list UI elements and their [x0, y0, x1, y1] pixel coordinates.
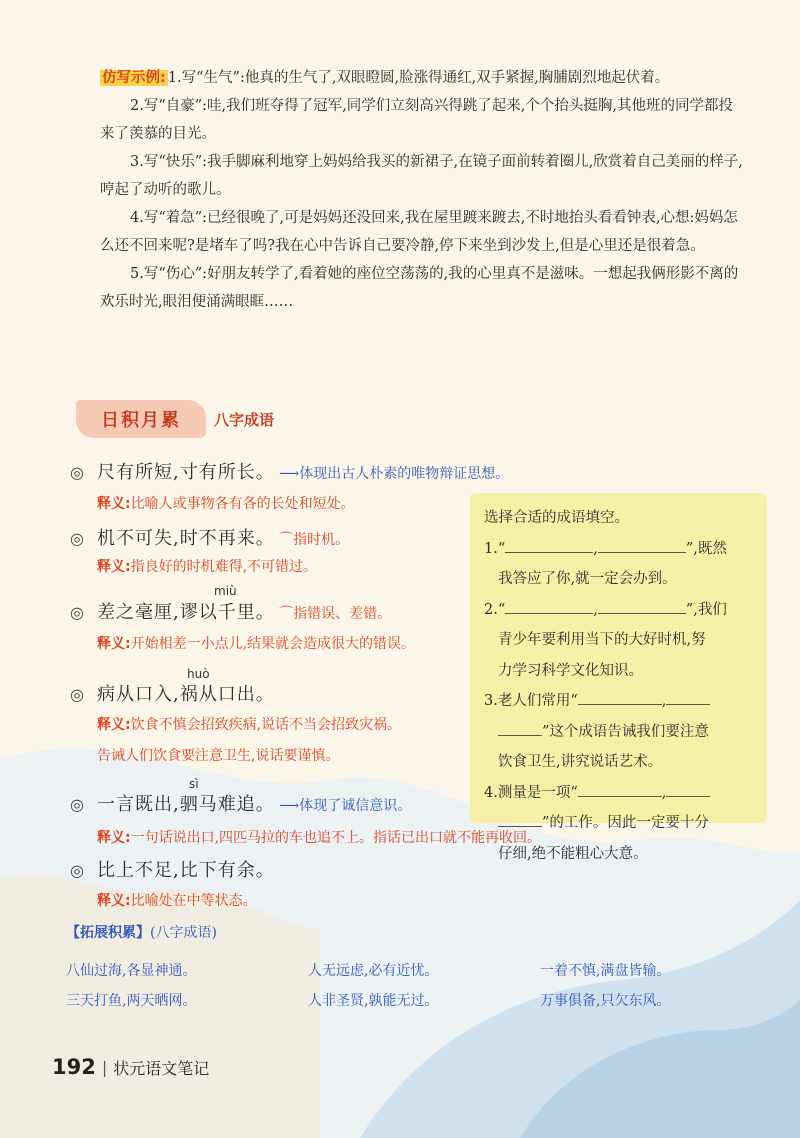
exercise-title: 选择合适的成语填空。	[484, 510, 629, 526]
footer-separator: |	[101, 1057, 108, 1077]
answer-blank[interactable]	[505, 597, 593, 614]
extension-item: 万事俱备,只欠东风。	[540, 993, 671, 1009]
example-2: 2.写“自豪”:哇,我们班夺得了冠军,同学们立刻高兴得跳了起来,个个抬头挺胸,其他班的同学都投来了羡慕的目光。	[100, 98, 733, 142]
idiom-text: 一言既出,驷马难追。	[96, 794, 275, 815]
idiom-note: ⌒指错误、差错。	[274, 606, 392, 622]
idiom-text: 尺有所短,寸有所长。	[96, 462, 275, 483]
exercise-q3-cont: ”这个成语告诫我们要注意	[484, 717, 753, 748]
extension-item: 三天打鱼,两天晒网。	[66, 993, 197, 1009]
idiom-4-explain: 释义:饮食不慎会招致疾病,说话不当会招致灾祸。	[97, 717, 402, 733]
exercise-q4-cont: ”的工作。因此一定要十分	[484, 808, 753, 839]
example-4: 4.写“着急”:已经很晚了,可是妈妈还没回来,我在屋里踱来踱去,不时地抬头看看钟表,心想:妈妈怎么还不回来呢?是堵车了吗?我在心中告诉自己要冷静,停下来坐到沙发上,但是心里还是很着急。	[100, 210, 738, 254]
idiom-text: 差之毫厘,谬以千里。	[96, 602, 275, 623]
extension-item: 八仙过海,各显神通。	[66, 963, 197, 979]
exercise-q3: 3.老人们常用“ ,	[484, 686, 753, 717]
exercise-q4: 4.测量是一项“ ,	[484, 778, 753, 809]
idiom-5-explain: 释义:一句话说出口,四匹马拉的车也追不上。指话已出口就不能再收回。	[97, 830, 542, 846]
idiom-note: ⌒指时机。	[274, 532, 350, 548]
exercise-panel	[470, 493, 767, 862]
answer-blank[interactable]	[578, 688, 662, 705]
exercise-q1-cont: 我答应了你,就一定会办到。	[498, 571, 677, 587]
exercise-q2-cont2: 力学习科学文化知识。	[498, 662, 643, 679]
idiom-6-explain: 释义:比喻处在中等状态。	[97, 893, 257, 909]
idiom-3	[70, 598, 391, 624]
bullet-icon: ◎	[70, 861, 85, 880]
book-title: 状元语文笔记	[113, 1058, 210, 1078]
exercise-q2-cont: 青少年要利用当下的大好时机,努	[498, 632, 706, 648]
exercise-q3-cont2: 饮食卫生,讲究说话艺术。	[498, 754, 663, 770]
answer-blank[interactable]	[598, 536, 686, 553]
pinyin-huo: huò	[187, 667, 210, 681]
section-subtitle: 八字成语	[214, 411, 275, 429]
answer-blank[interactable]	[666, 780, 710, 797]
answer-blank[interactable]	[598, 597, 686, 614]
idiom-6	[70, 856, 275, 882]
extension-title: 【拓展积累】(八字成语)	[66, 925, 217, 941]
exercise-q1: 1.“ , ”,既然	[484, 534, 753, 565]
example-3: 3.写“快乐”:我手脚麻利地穿上妈妈给我买的新裙子,在镜子面前转着圈儿,欣赏着自己美丽的样子,哼起了动听的歌儿。	[100, 154, 743, 198]
extension-item: 人非圣贤,孰能无过。	[308, 993, 439, 1009]
idiom-text: 比上不足,比下有余。	[96, 860, 275, 881]
example-5: 5.写“伤心”:好朋友转学了,看着她的座位空荡荡的,我的心里真不是滋味。一想起我俩形影不离的欢乐时光,眼泪便涌满眼眶……	[100, 266, 739, 310]
answer-blank[interactable]	[505, 536, 593, 553]
extension-item: 人无远虑,必有近忧。	[308, 963, 439, 979]
idiom-1-explain: 释义:比喻人或事物各有各的长处和短处。	[97, 496, 355, 512]
idiom-3-explain: 释义:开始相差一小点儿,结果就会造成很大的错误。	[97, 636, 416, 652]
page-number: 192	[52, 1055, 96, 1079]
section-tag: 日积月累	[76, 400, 206, 438]
examples-block	[100, 64, 745, 316]
bullet-icon: ◎	[70, 463, 85, 482]
examples-label: 仿写示例:	[102, 70, 166, 86]
idiom-4-explain-2: 告诫人们饮食要注意卫生,说话要谨慎。	[97, 748, 340, 764]
bullet-icon: ◎	[70, 795, 85, 814]
idiom-1	[70, 458, 509, 484]
exercise-q4-cont2: 仔细,绝不能粗心大意。	[498, 845, 648, 862]
answer-blank[interactable]	[498, 810, 542, 827]
example-1: 仿写示例: 1.写“生气”:他真的生气了,双眼瞪圆,脸涨得通红,双手紧握,胸脯剧烈地起伏着。	[102, 70, 670, 86]
idiom-4	[70, 680, 275, 706]
idiom-text: 病从口入,祸从口出。	[96, 684, 275, 705]
idiom-2	[70, 524, 349, 550]
bullet-icon: ◎	[70, 603, 85, 622]
idiom-note: ⟶体现了诚信意识。	[274, 798, 412, 814]
idiom-2-explain: 释义:指良好的时机难得,不可错过。	[97, 559, 318, 575]
idiom-text: 机不可失,时不再来。	[96, 528, 275, 549]
answer-blank[interactable]	[498, 719, 542, 736]
answer-blank[interactable]	[666, 688, 710, 705]
idiom-5	[70, 790, 411, 816]
bullet-icon: ◎	[70, 529, 85, 548]
bullet-icon: ◎	[70, 685, 85, 704]
pinyin-si: sì	[189, 777, 199, 791]
answer-blank[interactable]	[578, 780, 662, 797]
page-footer	[52, 1055, 209, 1079]
extension-item: 一着不慎,满盘皆输。	[540, 963, 671, 979]
pinyin-miu: miù	[214, 584, 237, 598]
exercise-q2: 2.“ , ”,我们	[484, 595, 753, 626]
idiom-note: ⟶体现出古人朴素的唯物辩证思想。	[274, 466, 510, 482]
